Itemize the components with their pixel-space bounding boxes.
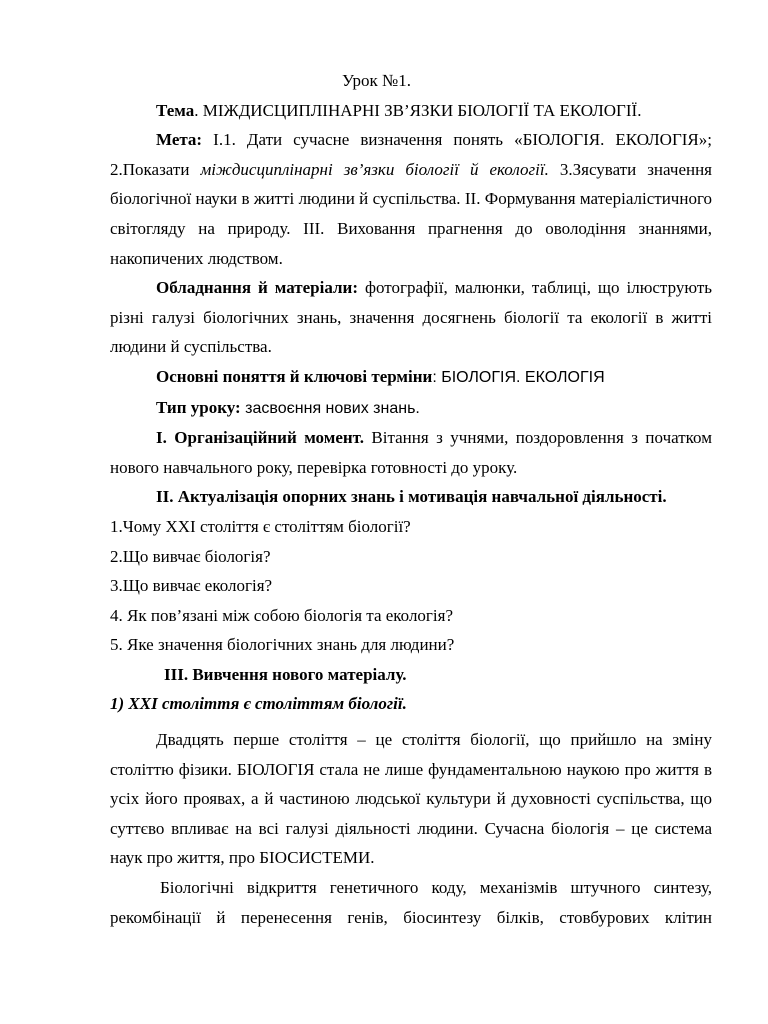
question-1: 1.Чому ХХІ століття є століттям біології? bbox=[110, 516, 411, 536]
topic-text: . МІЖДИСЦИПЛІНАРНІ ЗВ’ЯЗКИ БІОЛОГІЇ ТА ЕКОЛОГІЇ. bbox=[194, 100, 642, 120]
question-5: 5. Яке значення біологічних знань для людини? bbox=[110, 635, 455, 655]
paragraph-1: Двадцять перше століття – це століття біології, що прийшло на зміну століттю фізики. БІОЛОГІЯ стала не лише фундаментальною наукою про життя в усіх його проявах, а й частиною людської культури й духовності суспільства, що суттєво впливає на всі галузі діяльності людини. Сучасна біологія – це система наук про життя, про БІОСИСТЕМИ. bbox=[110, 730, 712, 868]
goal-label: Мета: bbox=[156, 130, 203, 150]
lesson-type-text: засвоєння нових знань. bbox=[240, 399, 420, 417]
equipment-label: Обладнання й матеріали: bbox=[156, 278, 359, 298]
topic-line bbox=[110, 96, 712, 126]
goal-text-2: 3.Зясувати значення біологічної науки в житті людини й суспільства. ІІ. Формування матеріалістичного світогляду на природу. ІІІ. Виховання прагнення до оволодіння знаннями, накопичених людством. bbox=[110, 159, 713, 268]
goal-paragraph bbox=[110, 125, 712, 273]
goal-italic: міждисциплінарні зв’язки біології й екології. bbox=[200, 159, 549, 179]
concepts-text: : БІОЛОГІЯ. ЕКОЛОГІЯ bbox=[432, 368, 605, 386]
equipment-paragraph bbox=[110, 273, 712, 362]
section-3-heading: ІІІ. Вивчення нового матеріалу. bbox=[164, 664, 407, 684]
section-2-heading: ІІ. Актуалізація опорних знань і мотивація навчальної діяльності. bbox=[156, 487, 667, 507]
page-content bbox=[110, 66, 712, 932]
question-4: 4. Як пов’язані між собою біологія та екологія? bbox=[110, 605, 453, 625]
equipment-text: фотографії, малюнки, таблиці, що ілюструють різні галузі біологічних знань, значення досягнень біології та екології в житті людини й суспільства. bbox=[110, 278, 713, 357]
concepts-line bbox=[110, 362, 712, 393]
lesson-type-label: Тип уроку: bbox=[156, 397, 241, 417]
concepts-label: Основні поняття й ключові терміни bbox=[156, 366, 433, 386]
lesson-number: Урок №1. bbox=[342, 71, 412, 90]
org-moment-label: І. Організаційний момент. bbox=[156, 428, 364, 448]
topic-label: Тема bbox=[156, 100, 195, 120]
lesson-type-line bbox=[110, 393, 712, 424]
question-2: 2.Що вивчає біологія? bbox=[110, 546, 271, 566]
paragraph-2: Біологічні відкриття генетичного коду, механізмів штучного синтезу, рекомбінації й перенесення генів, біосинтезу білків, стовбурових клітин bbox=[110, 878, 712, 927]
org-moment-text: Вітання з учнями, поздоровлення з початком нового навчального року, перевірка готовності до уроку. bbox=[110, 428, 712, 477]
question-3: 3.Що вивчає екологія? bbox=[110, 576, 273, 596]
org-moment-paragraph bbox=[110, 423, 712, 482]
goal-text-1: І.1. Дати сучасне визначення понять «БІОЛОГІЯ. ЕКОЛОГІЯ»; 2.Показати bbox=[110, 130, 712, 179]
subheading-1: 1) ХХІ століття є століттям біології. bbox=[110, 694, 407, 714]
